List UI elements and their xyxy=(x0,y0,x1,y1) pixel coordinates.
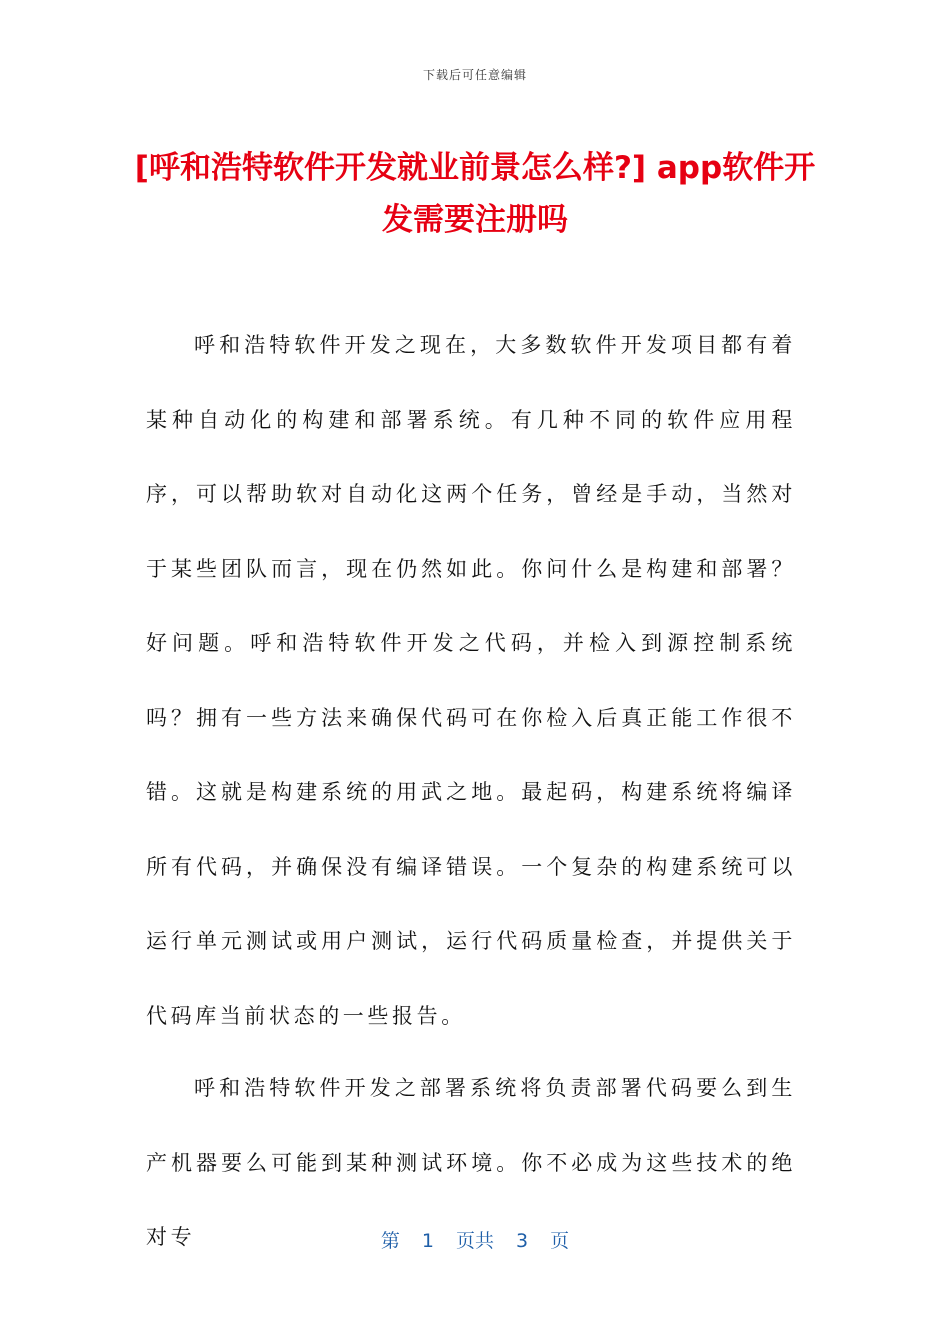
page-label-suffix: 页 xyxy=(550,1230,570,1252)
page-label-prefix: 第 xyxy=(380,1230,400,1252)
total-pages-number: 3 xyxy=(516,1230,529,1252)
header-note: 下载后可任意编辑 xyxy=(422,68,527,82)
current-page-number: 1 xyxy=(421,1230,434,1252)
document-title: [呼和浩特软件开发就业前景怎么样?] app软件开发需要注册吗 xyxy=(134,150,816,238)
page-label-mid: 页共 xyxy=(455,1230,494,1252)
page-number-footer xyxy=(0,1226,950,1253)
body-paragraph: 呼和浩特软件开发之现在，大多数软件开发项目都有着某种自动化的构建和部署系统。有几种不同的软件应用程序，可以帮助软对自动化这两个任务，曾经是手动，当然对于某些团队而言，现在仍然如此。你问什么是构建和部署？好问题。呼和浩特软件开发之代码，并检入到源控制系统吗？拥有一些方法来确保代码可在你检入后真正能工作很不错。这就是构建系统的用武之地。最起码，构建系统将编译所有代码，并确保没有编译错误。一个复杂的构建系统可以运行单元测试或用户测试，运行代码质量检查，并提供关于代码库当前状态的一些报告。 xyxy=(146,333,796,1028)
body-paragraph: 呼和浩特软件开发之部署系统将负责部署代码要么到生产机器要么可能到某种测试环境。你不必成为这些技术的绝对专 xyxy=(146,1076,796,1249)
